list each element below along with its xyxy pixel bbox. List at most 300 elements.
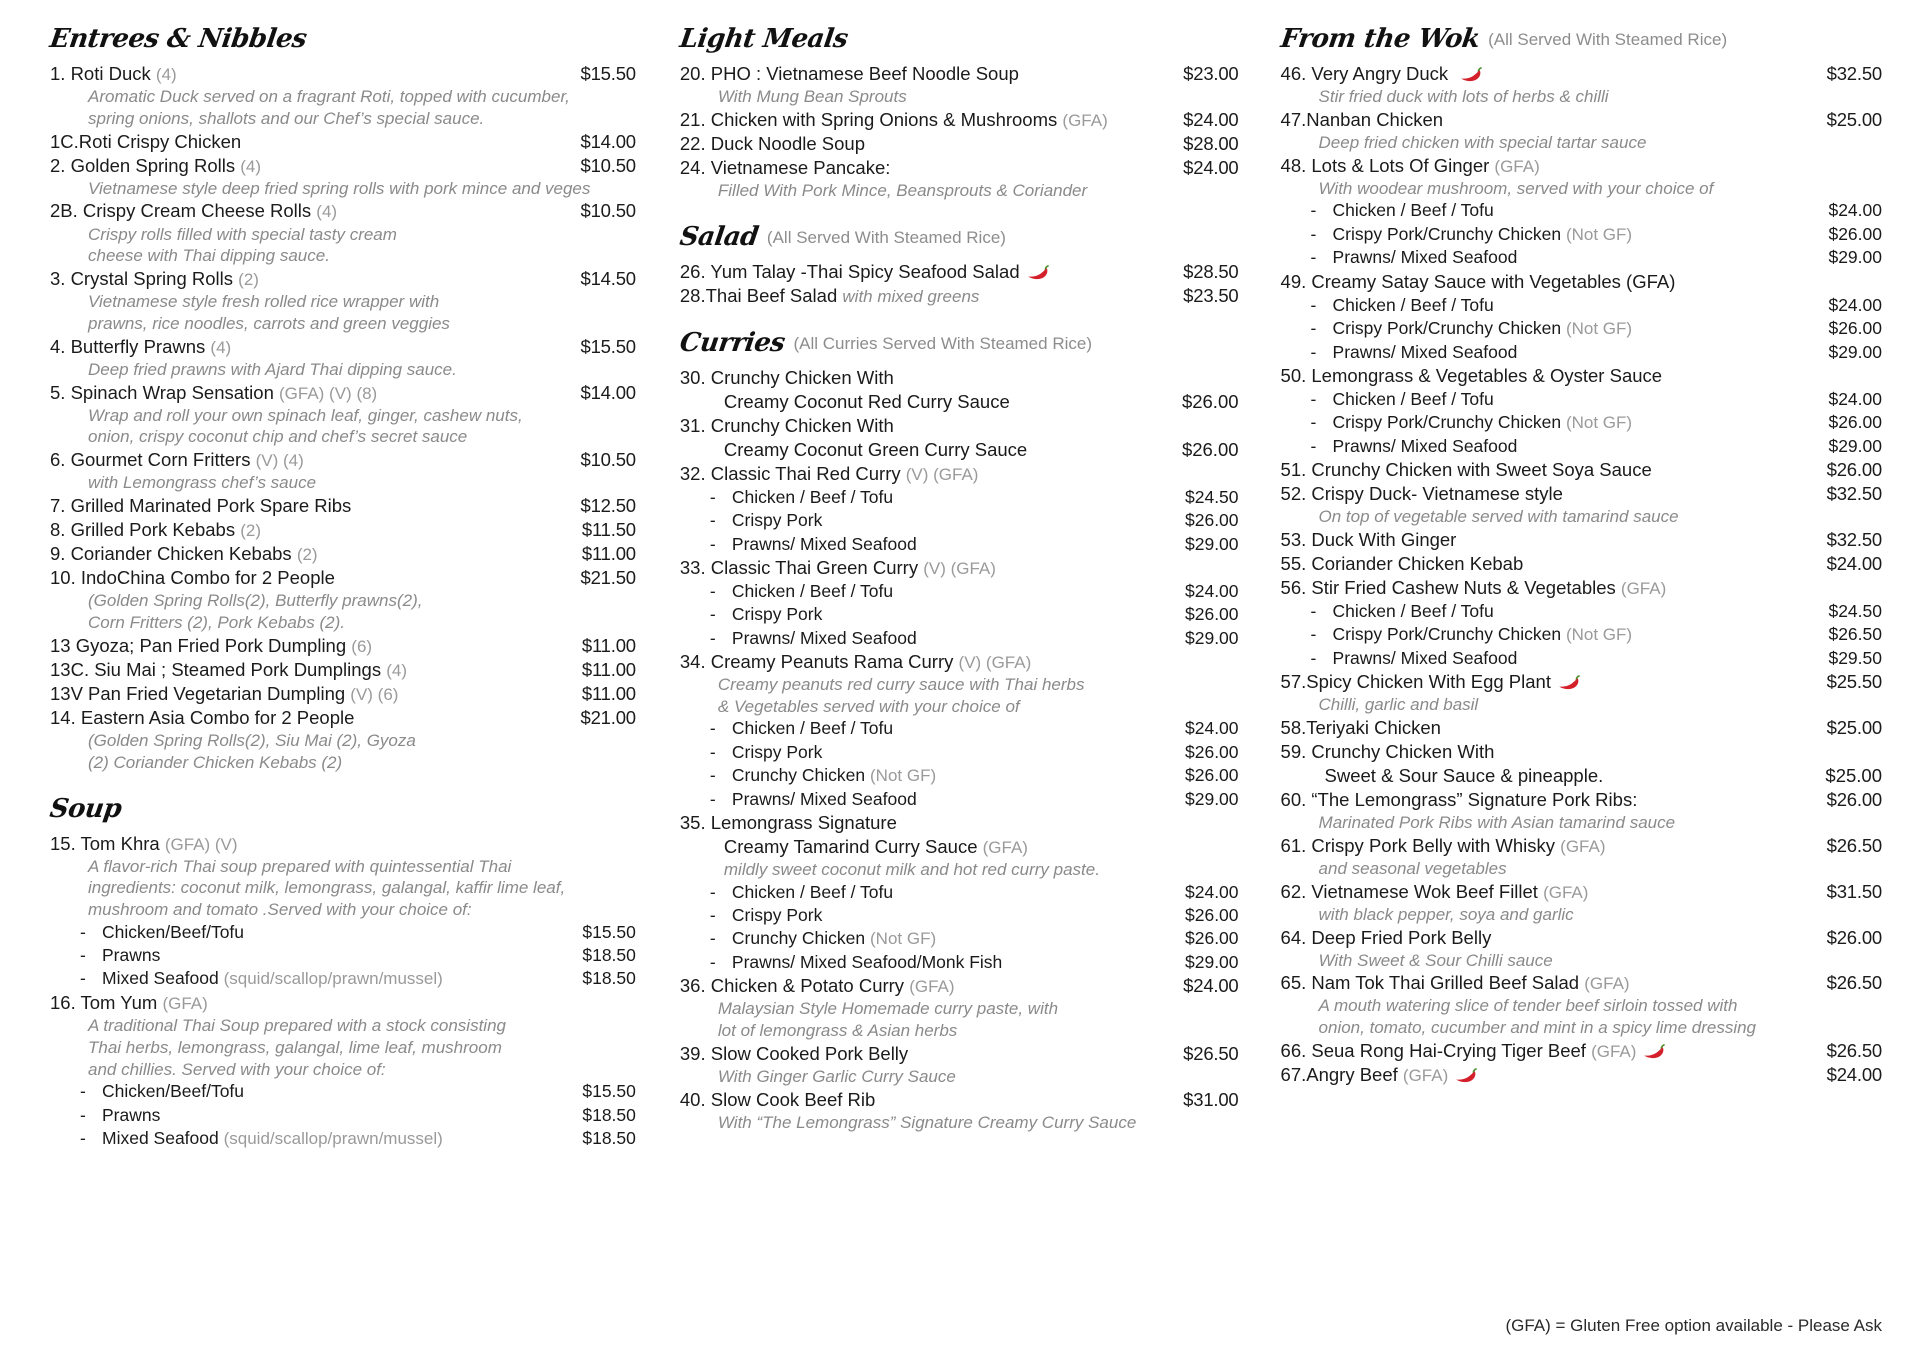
menu-item-name: 24. Vietnamese Pancake: [679,156,891,178]
menu-item-price: $26.00 [1826,458,1882,480]
menu-item-description: lot of lemongrass & Asian herbs [717,1020,958,1040]
menu-item-row [1281,528,1882,552]
menu-item-description: (2) Coriander Chicken Kebabs (2) [88,752,343,772]
bullet-dash-icon: - [80,945,86,966]
menu-item-name: 15. Tom Khra (GFA) (V) [50,832,238,854]
menu-item-name: 1. Roti Duck (4) [50,63,177,84]
menu-item-option-price: $26.00 [1185,741,1239,762]
menu-item-option-price: $29.00 [1828,435,1882,456]
menu-item-row [680,1088,1239,1112]
menu-item-name: 16. Tom Yum (GFA) [50,992,208,1014]
menu-item-name: 20. PHO : Vietnamese Beef Noodle Soup [679,63,1019,84]
menu-item-option-label: - Mixed Seafood (squid/scallop/prawn/mussel) [80,1127,443,1151]
menu-item-row [50,991,636,1015]
menu-item-option-price: $26.00 [1185,510,1239,531]
menu-item-tag: (4) [240,156,262,176]
menu-item-description: Creamy peanuts red curry sauce with Thai herbs [717,674,1085,694]
menu-item-price: $24.00 [1183,975,1239,997]
menu-item-row [680,650,1239,674]
menu-item-description: with black pepper, soya and garlic [1318,904,1574,924]
section-rule [680,251,1239,253]
menu-item-row [1281,880,1882,904]
menu-item-description: With woodear mushroom, served with your choice of [1318,178,1714,198]
menu-item-name: 47.Nanban Chicken [1280,108,1444,130]
menu-item-price: $14.00 [580,130,636,152]
section-note: (All Served With Steamed Rice) [766,227,1006,247]
section-title: Salad [677,221,761,252]
menu-item-price: $11.00 [581,658,636,680]
menu-item-tag: (Not GF) [1565,625,1633,645]
chili-pepper-icon [1025,262,1051,277]
menu-item-description: mushroom and tomato .Served with your choice of: [88,900,472,920]
bullet-dash-icon: - [1310,341,1317,362]
menu-item-price: $11.00 [581,682,636,704]
menu-item-option [1281,223,1882,247]
menu-item-option-price: $29.50 [1828,647,1882,668]
menu-item-option-price: $15.50 [582,921,636,942]
menu-item-price: $26.00 [1826,789,1882,811]
bullet-dash-icon: - [80,1127,86,1148]
menu-item-tag: (GFA) [1062,110,1108,130]
menu-item-description: A flavor-rich Thai soup prepared with quintessential Thai [88,856,512,876]
section-rule [50,823,636,825]
menu-item-description: spring onions, shallots and our Chef’s special sauce. [88,108,485,128]
gfa-footnote: (GFA) = Gluten Free option available - Please Ask [1505,1316,1882,1335]
menu-item-price: $21.00 [580,707,636,729]
menu-item-description: (Golden Spring Rolls(2), Siu Mai (2), Gyoza [88,731,416,751]
menu-item-tag: (GFA) [1620,578,1667,598]
menu-item-option-label: - Crispy Pork [710,603,822,626]
menu-item-row [50,335,636,359]
menu-item-tag: (Not GF) [870,765,937,785]
menu-item-price: $23.00 [1183,63,1239,84]
menu-item-row [680,1042,1239,1066]
menu-item-price: $26.50 [1183,1042,1239,1064]
menu-item-name: 6. Gourmet Corn Fritters (V) (4) [50,449,304,471]
menu-item-row [1281,552,1882,576]
menu-item-tag: (Not GF) [1565,224,1633,244]
menu-item-tag: (V) (GFA) [958,652,1032,672]
menu-item-option [680,509,1239,532]
menu-item-option-label: - Prawns/ Mixed Seafood [1311,647,1518,670]
menu-item-name: 64. Deep Fried Pork Belly [1280,926,1492,948]
menu-item-price: $15.50 [580,63,636,84]
bullet-dash-icon: - [1310,412,1317,433]
menu-item-tag: (2) [240,521,262,540]
menu-item-price: $14.00 [580,381,636,403]
menu-item-name: 51. Crunchy Chicken with Sweet Soya Sauce [1280,458,1652,480]
menu-item-description: onion, tomato, cucumber and mint in a spicy lime dressing [1318,1018,1757,1038]
menu-item-row [680,156,1239,180]
menu-item-description: Marinated Pork Ribs with Asian tamarind sauce [1318,813,1676,833]
menu-item-option-label: - Prawns/ Mixed Seafood [1311,435,1518,458]
menu-item-name: 58.Teriyaki Chicken [1280,716,1441,738]
menu-item-option-label: - Prawns/ Mixed Seafood [710,788,917,811]
menu-item-description: Chilli, garlic and basil [1318,695,1479,715]
menu-item-row [50,566,636,590]
bullet-dash-icon: - [1310,388,1317,409]
menu-item-row [50,832,636,856]
menu-item-tag: (GFA) (V) [164,834,238,854]
menu-item-row [1281,62,1882,86]
bullet-dash-icon: - [80,1104,86,1125]
menu-item-price: $28.00 [1183,132,1239,154]
menu-item-description: A traditional Thai Soup prepared with a stock consisting [88,1016,506,1036]
menu-item-price: $26.50 [1826,834,1882,856]
menu-item-option-label: - Crispy Pork/Crunchy Chicken (Not GF) [1311,223,1633,247]
menu-item-option-price: $18.50 [582,945,636,966]
menu-item-tag: (GFA) [1560,836,1606,856]
menu-item-name: 61. Crispy Pork Belly with Whisky (GFA) [1280,834,1606,856]
menu-item-tag: (V) (6) [350,684,399,704]
menu-item-option [680,741,1239,764]
menu-item-option [680,904,1239,927]
menu-item-option-price: $18.50 [582,1104,636,1125]
menu-item-option [680,603,1239,626]
bullet-dash-icon: - [709,487,716,508]
menu-item-option-label: - Chicken / Beef / Tofu [710,717,893,740]
menu-item-row [680,414,1239,438]
menu-item-tag: (GFA) [1543,882,1589,902]
menu-item-price: $25.50 [1826,671,1882,693]
menu-item-continuation-text: Creamy Tamarind Curry Sauce (GFA) [723,835,1028,857]
menu-item-option-price: $29.00 [1185,788,1239,809]
section-header-from-the-wok [1278,18,1882,54]
menu-item-option [680,927,1239,951]
menu-item-option-price: $15.50 [582,1081,636,1102]
menu-item-name: 55. Coriander Chicken Kebab [1280,552,1524,574]
menu-column-3 [1261,18,1896,1348]
section-title: Soup [47,793,124,824]
menu-item-price: $24.00 [1826,552,1882,574]
menu-item-description: cheese with Thai dipping sauce. [88,246,330,266]
menu-item-description: ingredients: coconut milk, lemongrass, galangal, kaffir lime leaf, [88,878,566,898]
menu-item-continuation-text: Creamy Coconut Red Curry Sauce [723,390,1010,412]
menu-item-option-price: $24.00 [1828,200,1882,221]
menu-item-option-label: - Crispy Pork/Crunchy Chicken (Not GF) [1311,623,1633,647]
menu-item-option [680,951,1239,974]
menu-item-option [1281,623,1882,647]
menu-item-row [50,199,636,223]
menu-item-option [50,944,636,967]
menu-item-row [680,132,1239,156]
menu-item-name: 35. Lemongrass Signature [679,811,897,833]
menu-item-row [1281,834,1882,858]
menu-item-tag: (4) [316,202,338,222]
menu-item-option-label: - Mixed Seafood (squid/scallop/prawn/mussel) [80,967,443,991]
menu-item-price: $21.50 [580,567,636,589]
menu-item-description: with Lemongrass chef’s sauce [88,473,317,493]
menu-item-name: 1C.Roti Crispy Chicken [50,130,242,152]
menu-item-description: and chillies. Served with your choice of: [88,1059,386,1079]
menu-item-option [1281,246,1882,269]
menu-item-name: 62. Vietnamese Wok Beef Fillet (GFA) [1280,880,1589,902]
menu-item-option-price: $29.00 [1185,533,1239,554]
menu-item-tag: (Not GF) [1565,318,1633,338]
menu-item-row [680,556,1239,580]
menu-item-name: 39. Slow Cooked Pork Belly [679,1042,909,1064]
menu-item-price: $24.00 [1183,156,1239,178]
menu-item-price: $26.00 [1181,390,1239,412]
menu-item-row [50,448,636,472]
menu-item-row [680,811,1239,835]
menu-item-name: 31. Crunchy Chicken With [679,414,894,436]
menu-item-price: $24.00 [1183,108,1239,130]
menu-item-price: $14.50 [580,268,636,290]
menu-item-option [50,1104,636,1127]
menu-item-option-label: - Chicken/Beef/Tofu [80,1080,244,1103]
menu-item-tag: (Not GF) [1565,413,1633,433]
menu-item-option-price: $26.00 [1185,905,1239,925]
menu-item-name: 5. Spinach Wrap Sensation (GFA) (V) (8) [50,381,378,403]
menu-item-description: Thai herbs, lemongrass, galangal, lime leaf, mushroom [88,1037,502,1057]
chili-pepper-icon [1458,64,1484,79]
menu-item-name: 2. Golden Spring Rolls (4) [50,154,262,176]
menu-item-option-label: - Crunchy Chicken (Not GF) [710,927,936,951]
menu-item-row [680,62,1239,86]
menu-item-option-label: - Prawns/ Mixed Seafood [1311,341,1518,364]
menu-item-tag: (4) [386,660,408,680]
menu-item-continuation [680,835,1239,859]
menu-item-row [50,154,636,178]
menu-item-option-price: $26.50 [1828,624,1882,645]
section-header-curries [677,322,1239,358]
menu-item-option [680,764,1239,788]
bullet-dash-icon: - [80,1081,86,1102]
menu-item-name: 32. Classic Thai Red Curry (V) (GFA) [679,463,979,485]
menu-item-row [1281,788,1882,812]
menu-item-name: 50. Lemongrass & Vegetables & Oyster Sauce [1280,364,1663,386]
bullet-dash-icon: - [1310,223,1317,244]
menu-item-price: $26.00 [1826,926,1882,948]
chili-pepper-icon [1453,1065,1479,1080]
menu-item-description: Crispy rolls filled with special tasty cream [88,224,397,244]
menu-item-option [50,967,636,991]
menu-item-description: A mouth watering slice of tender beef sirloin tossed with [1318,996,1738,1016]
menu-item-price: $10.50 [580,449,636,471]
bullet-dash-icon: - [1310,600,1317,621]
menu-item-name: 48. Lots & Lots Of Ginger (GFA) [1280,154,1540,176]
menu-item-price: $32.50 [1826,528,1882,550]
bullet-dash-icon: - [709,788,716,809]
menu-item-price: $24.00 [1826,1064,1882,1086]
section-header-entrees [47,18,636,54]
menu-item-price: $32.50 [1826,63,1882,84]
menu-item-description: Filled With Pork Mince, Beansprouts & Coriander [717,180,1088,200]
bullet-dash-icon: - [80,968,86,989]
menu-item-row [1281,716,1882,740]
menu-item-name: 65. Nam Tok Thai Grilled Beef Salad (GFA) [1280,972,1630,994]
menu-item-tag: (GFA) (V) (8) [279,383,378,403]
menu-item-row [50,267,636,291]
menu-item-description: prawns, rice noodles, carrots and green veggies [88,313,450,333]
menu-item-option [50,1127,636,1151]
menu-item-tag: (GFA) [909,977,955,997]
menu-item-row [1281,364,1882,388]
bullet-dash-icon: - [709,741,716,762]
menu-item-price: $15.50 [580,335,636,357]
bullet-dash-icon: - [1310,317,1317,338]
menu-item-price: $31.50 [1826,880,1882,902]
menu-item-tag: (GFA) [162,994,208,1014]
menu-item-price: $25.00 [1826,108,1882,130]
menu-item-option [1281,647,1882,670]
menu-item-option-price: $24.00 [1185,881,1239,902]
bullet-dash-icon: - [1310,435,1317,456]
menu-item-row [680,284,1239,308]
menu-item-option [1281,341,1882,364]
menu-item-option-label: - Prawns [80,944,160,967]
menu-item-option-price: $24.00 [1185,581,1239,602]
menu-item-row [1281,971,1882,995]
menu-item-option-price: $26.00 [1185,764,1239,785]
bullet-dash-icon: - [709,905,716,925]
menu-item-option-label: - Crispy Pork/Crunchy Chicken (Not GF) [1311,411,1633,435]
menu-item-option [680,580,1239,603]
bullet-dash-icon: - [1310,247,1317,268]
menu-item-description: (Golden Spring Rolls(2), Butterfly prawns(2), [88,591,423,611]
bullet-dash-icon: - [709,928,716,949]
bullet-dash-icon: - [709,951,716,972]
menu-item-description: Malaysian Style Homemade curry paste, with [717,999,1059,1019]
menu-item-tag: (2) [238,270,259,290]
menu-item-price: $28.50 [1183,260,1239,282]
menu-item-description: With Mung Bean Sprouts [717,87,907,107]
menu-item-option [1281,317,1882,341]
menu-item-option [1281,435,1882,458]
menu-item-description: and seasonal vegetables [1318,858,1507,878]
menu-item-tag: (V) (GFA) [905,465,979,485]
menu-item-row [1281,458,1882,482]
menu-item-option-price: $26.00 [1828,412,1882,433]
menu-item-tag: (V) (GFA) [923,558,996,578]
menu-item-description: Stir fried duck with lots of herbs & chilli [1318,87,1609,107]
menu-item-price: $10.50 [580,154,636,176]
menu-item-option-price: $29.00 [1185,951,1239,972]
menu-item-option-label: - Prawns/ Mixed Seafood [1311,246,1518,269]
menu-item-name: 66. Seua Rong Hai-Crying Tiger Beef (GFA) [1281,1039,1668,1063]
menu-item-price: $11.00 [581,634,636,656]
menu-item-option-label: - Prawns/ Mixed Seafood [710,533,917,556]
menu-item-option-price: $29.00 [1828,247,1882,268]
menu-item-tag: (GFA) [1591,1041,1637,1061]
menu-item-price: $31.00 [1183,1088,1239,1110]
menu-item-option-price: $24.00 [1828,388,1882,409]
menu-item-option-label: - Crispy Pork/Crunchy Chicken (Not GF) [1311,317,1633,341]
section-header-salad [677,216,1239,252]
menu-item-name: 8. Grilled Pork Kebabs (2) [50,519,262,540]
menu-item-name: 21. Chicken with Spring Onions & Mushrooms (GFA) [679,108,1108,130]
menu-item-row [1281,270,1882,294]
menu-item-option-label: - Chicken / Beef / Tofu [1311,388,1494,411]
menu-item-row [50,494,636,518]
menu-item-option-price: $26.00 [1185,604,1239,625]
menu-item-option-price: $18.50 [582,1127,636,1148]
menu-item-name: 60. “The Lemongrass” Signature Pork Ribs: [1280,789,1638,811]
menu-item-name: 53. Duck With Ginger [1280,528,1457,550]
menu-item-description: With Ginger Garlic Curry Sauce [717,1066,956,1086]
menu-item-name: 13V Pan Fried Vegetarian Dumpling (V) (6) [50,682,399,704]
bullet-dash-icon: - [709,533,716,554]
bullet-dash-icon: - [709,764,716,785]
menu-item-option-price: $24.00 [1185,718,1239,739]
menu-item-name: 57.Spicy Chicken With Egg Plant [1281,670,1582,694]
menu-item-tag: (6) [351,636,373,656]
menu-item-name: 14. Eastern Asia Combo for 2 People [50,707,355,729]
menu-item-price: $11.00 [581,543,636,565]
menu-item-option-price: $26.00 [1185,928,1239,949]
menu-item-option [680,881,1239,904]
bullet-dash-icon: - [80,921,86,942]
bullet-dash-icon: - [709,627,716,648]
menu-item-row [50,518,636,542]
chili-pepper-icon [1641,1041,1667,1056]
menu-item-price: $32.50 [1826,483,1882,504]
menu-item-description: Wrap and roll your own spinach leaf, ginger, cashew nuts, [88,405,523,425]
menu-item-name: 46. Very Angry Duck [1281,62,1485,86]
menu-item-continuation [680,390,1239,414]
menu-item-row [1281,576,1882,600]
menu-item-row [1281,740,1882,764]
menu-item-name: 67.Angry Beef (GFA) [1281,1063,1480,1087]
menu-column-1 [24,18,656,1348]
menu-item-option-price: $29.00 [1828,341,1882,362]
menu-item-price: $25.00 [1826,716,1882,738]
menu-item-option [1281,199,1882,222]
menu-item-tag: (4) [210,337,232,357]
menu-item-name: 33. Classic Thai Green Curry (V) (GFA) [679,556,996,578]
bullet-dash-icon: - [1310,647,1317,668]
menu-item-row [50,682,636,706]
menu-item-name: 52. Crispy Duck- Vietnamese style [1280,483,1563,504]
bullet-dash-icon: - [1310,294,1317,315]
menu-item-description: With Sweet & Sour Chilli sauce [1318,950,1553,970]
menu-item-option [50,1080,636,1103]
menu-item-option [1281,388,1882,411]
menu-item-option [1281,600,1882,623]
menu-item-continuation [680,438,1239,462]
bullet-dash-icon: - [1310,200,1317,221]
bullet-dash-icon: - [709,718,716,739]
menu-item-option-price: $18.50 [582,968,636,989]
menu-item-tag: (GFA) [1584,974,1630,994]
menu-item-description: Corn Fritters (2), Pork Kebabs (2). [88,612,345,632]
menu-item-name: 26. Yum Talay -Thai Spicy Seafood Salad [680,260,1051,284]
menu-item-row [1281,482,1882,506]
menu-item-option-label: - Chicken / Beef / Tofu [710,486,893,509]
menu-item-row [50,706,636,730]
menu-item-description: onion, crispy coconut chip and chef’s secret sauce [88,427,468,447]
menu-item-name: 34. Creamy Peanuts Rama Curry (V) (GFA) [679,650,1032,672]
menu-item-option [1281,294,1882,317]
menu-item-option-label: - Prawns [80,1104,160,1127]
menu-item-name: 13C. Siu Mai ; Steamed Pork Dumplings (4) [50,658,408,680]
menu-item-option [50,921,636,944]
menu-item-tag: (GFA) [1494,156,1540,176]
menu-item-description: Deep fried prawns with Ajard Thai dipping sauce. [88,359,457,379]
menu-item-tag: (4) [155,65,177,84]
menu-item-row [1281,1063,1882,1087]
menu-item-subnote: with mixed greens [842,286,980,306]
section-title: Light Meals [677,24,850,54]
section-title: From the Wok [1278,24,1482,54]
section-note: (All Served With Steamed Rice) [1488,30,1728,49]
menu-item-row [50,381,636,405]
menu-item-price: $23.50 [1183,284,1239,306]
menu-item-price: $26.50 [1826,972,1882,994]
bullet-dash-icon: - [709,604,716,625]
menu-item-price: $26.00 [1181,439,1239,461]
